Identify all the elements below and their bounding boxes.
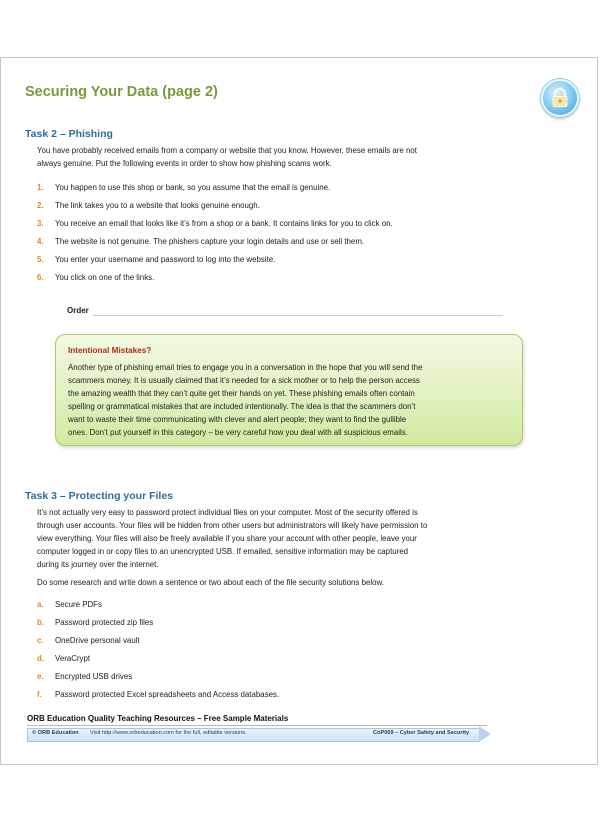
callout-title: Intentional Mistakes? bbox=[68, 346, 152, 355]
list-item: b. Password protected zip files bbox=[37, 618, 154, 627]
footer-copyright: © ORB Education bbox=[32, 730, 79, 736]
task2-intro-line: You have probably received emails from a company or website that you know. However, these emails are not bbox=[37, 146, 417, 155]
file-security-list bbox=[37, 599, 567, 707]
task3-heading: Task 3 – Protecting your Files bbox=[25, 490, 174, 502]
list-item: 1. You happen to use this shop or bank, so you assume that the email is genuine. bbox=[37, 183, 331, 192]
callout-line: ones. Don’t put yourself in this category – be very careful how you deal with all suspicious emails. bbox=[68, 428, 408, 437]
footer-visit-link[interactable]: Visit http://www.orbeducation.com for the full, editable versions. bbox=[90, 730, 247, 736]
order-answer-line[interactable] bbox=[93, 315, 503, 316]
footer-divider bbox=[27, 725, 487, 726]
task3-intro-line: It’s not actually very easy to password protect individual files on your computer. Most of the security offered is bbox=[37, 508, 418, 517]
intentional-mistakes-callout bbox=[55, 334, 523, 446]
footer-arrow-icon bbox=[479, 726, 491, 742]
footer-banner bbox=[27, 728, 480, 742]
list-item: d. VeraCrypt bbox=[37, 654, 91, 663]
list-item: f. Password protected Excel spreadsheets and Access databases. bbox=[37, 690, 280, 699]
task3-intro-line: computer logged in or copy files to an unencrypted USB. If emailed, sensitive information may be captured bbox=[37, 547, 409, 556]
list-item: a. Secure PDFs bbox=[37, 600, 102, 609]
list-item: 3. You receive an email that looks like it’s from a shop or a bank. It contains links for you to click on. bbox=[37, 219, 393, 228]
callout-line: want to waste their time communicating with clever and alert people; they want to find the gullible bbox=[68, 415, 407, 424]
padlock-icon bbox=[541, 79, 579, 117]
phishing-steps-list bbox=[37, 182, 567, 290]
list-item: 6. You click on one of the links. bbox=[37, 273, 155, 282]
task3-intro-line: during its journey over the internet. bbox=[37, 560, 159, 569]
worksheet-page bbox=[0, 57, 598, 765]
page-title: Securing Your Data (page 2) bbox=[25, 84, 218, 100]
task3-intro-line: through user accounts. Your files will be hidden from other users but administrators will likely have permission to bbox=[37, 521, 428, 530]
callout-line: the amazing wealth that they can’t quite get their hands on yet. These phishing emails often contain bbox=[68, 389, 415, 398]
task3-intro bbox=[37, 506, 567, 571]
footer-title: ORB Education Quality Teaching Resources – Free Sample Materials bbox=[27, 714, 289, 723]
callout-text bbox=[68, 361, 514, 439]
callout-line: spelling or grammatical mistakes that are included intentionally. The idea is that the scammers don’t bbox=[68, 402, 416, 411]
task3-instruction: Do some research and write down a sentence or two about each of the file security solutions below. bbox=[37, 578, 384, 587]
task2-intro bbox=[37, 144, 567, 170]
list-item: c. OneDrive personal vault bbox=[37, 636, 140, 645]
task3-intro-line: view everything. Your files will also be freely available if you share your account with other people, leave your bbox=[37, 534, 417, 543]
footer-product-code: CoP059 – Cyber Safety and Security bbox=[373, 730, 470, 736]
list-item: 5. You enter your username and password to log into the website. bbox=[37, 255, 276, 264]
list-item: 4. The website is not genuine. The phishers capture your login details and use or sell them. bbox=[37, 237, 365, 246]
task2-heading: Task 2 – Phishing bbox=[25, 128, 113, 140]
list-item: e. Encrypted USB drives bbox=[37, 672, 133, 681]
callout-line: Another type of phishing email tries to engage you in a conversation in the hope that you will send the bbox=[68, 363, 423, 372]
list-item: 2. The link takes you to a website that looks genuine enough. bbox=[37, 201, 260, 210]
callout-line: scammers money. It is usually claimed that it’s needed for a sick mother or to help the person access bbox=[68, 376, 420, 385]
task2-intro-line: always genuine. Put the following events in order to show how phishing scams work. bbox=[37, 159, 332, 168]
order-label: Order bbox=[67, 306, 89, 315]
